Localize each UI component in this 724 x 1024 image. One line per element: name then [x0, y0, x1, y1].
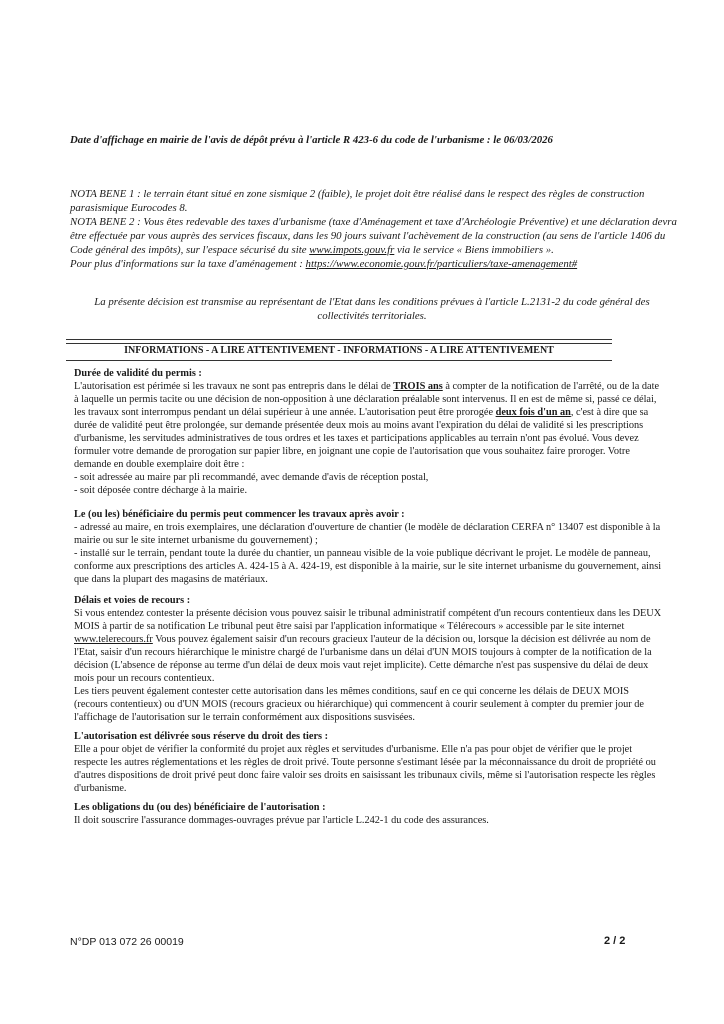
section-paragraph: - installé sur le terrain, pendant toute la durée du chantier, un panneau visible de la voie publique décrivant le projet. Le modèle de panneau, conforme aux prescriptions des articles A. 424-15 à A. 424-19, est disponible à la mairie, sur le site internet urbanisme du gouvernement, ainsi que dans la plupart des magasins de matériaux.	[74, 548, 662, 585]
taxe-info-prefix: Pour plus d'informations sur la taxe d'aménagement :	[70, 257, 306, 270]
nota-bene-block	[70, 188, 678, 271]
emphasis-trois-ans: TROIS ans	[393, 381, 443, 392]
section-title: Le (ou les) bénéficiaire du permis peut commencer les travaux après avoir :	[74, 509, 405, 520]
section-title: Durée de validité du permis :	[74, 368, 202, 379]
section-droit-tiers	[74, 730, 664, 795]
banner-rule	[66, 343, 612, 344]
telerecours-link[interactable]: www.telerecours.fr	[74, 634, 153, 645]
paragraph-text: Vous pouvez également saisir d'un recours gracieux l'auteur de la décision ou, lorsque la décision est délivrée au nom de l'Etat, saisir d'un recours hiérarchique le ministre chargé de l'urbanisme dans un délai d'UN MOIS toujours à compter de la notification de la décision (L'absence de réponse au terme d'un délai de deux mois vaut rejet implicite). Cette démarche n'est pas suspensive du délai de deux mois pour un recours contentieux.	[74, 634, 652, 684]
section-paragraph	[74, 607, 664, 685]
section-paragraph: Elle a pour objet de vérifier la conformité du projet aux règles et servitudes d'urbanisme. Elle n'a pas pour objet de vérifier que le projet respecte les autres réglementations et les règles de droit privé. Toute personne s'estimant lésée par la méconnaissance du droit de propriété ou d'autres dispositions de droit privé peut donc faire valoir ses droits en saisissant les tribunaux civils, même si l'autorisation respecte les règles d'urbanisme.	[74, 744, 656, 794]
impots-link[interactable]: www.impots.gouv.fr	[309, 243, 395, 256]
paragraph-text: Si vous entendez contester la présente décision vous pouvez saisir le tribunal administratif compétent d'un recours contentieux dans les DEUX MOIS à partir de sa notification Le tribunal peut être saisi par l'application informatique « Télérecours » accessible par le site internet	[74, 608, 662, 632]
section-title: L'autorisation est délivrée sous réserve du droit des tiers :	[74, 731, 329, 742]
section-paragraph: Les tiers peuvent également contester cette autorisation dans les mêmes conditions, sauf en ce qui concerne les délais de DEUX MOIS (recours contentieux) ou d'UN MOIS (recours gracieux ou hiérarchique) qui commencent à courir seulement à compter du premier jour de l'affichage de l'autorisation sur le terrain conformément aux dispositions susvisées.	[74, 686, 644, 723]
transmission-notice: La présente décision est transmise au représentant de l'Etat dans les conditions prévues à l'article L.2131-2 du code général des collectivités territoriales.	[94, 296, 650, 322]
nota-bene-2-suffix: via le service « Biens immobiliers ».	[394, 243, 554, 256]
paragraph-text: , c'est à dire que sa durée de validité peut être prolongée, sur demande présentée deux mois au moins avant l'expiration du délai de validité si les prescriptions d'urbanisme, les servitudes administratives de tous ordres et les taxes et participations applicables au terrain n'ont pas évolué. Vous devez formuler votre demande de prorogation sur papier libre, en joignant une copie de l'autorisation que vous souhaitez faire proroger. Votre demande en double exemplaire doit être :	[74, 407, 649, 470]
paragraph-text: à compter de la notification de l'arrêté, ou de la date à laquelle un permis tacite ou une décision de non-opposition à une déclaration préalable sont intervenus. Il en est de même si, passé ce délai, les travaux sont interrompus pendant un délai supérieur à une année. L'autorisation peut être prorogée	[74, 381, 660, 418]
nota-bene-2	[70, 216, 678, 258]
paragraph-text: L'autorisation est périmée si les travaux ne sont pas entrepris dans le délai de	[74, 381, 394, 392]
section-duree-validite	[74, 367, 664, 497]
information-banner	[66, 339, 612, 361]
taxe-info-line	[70, 258, 678, 272]
section-title: Délais et voies de recours :	[74, 595, 191, 606]
taxe-amenagement-link[interactable]: https://www.economie.gouv.fr/particuliers/taxe-amenagement#	[305, 257, 578, 270]
list-item: - soit adressée au maire par pli recommandé, avec demande d'avis de réception postal,	[74, 472, 429, 483]
section-title: Les obligations du (ou des) bénéficiaire de l'autorisation :	[74, 802, 326, 813]
affichage-date-line: Date d'affichage en mairie de l'avis de dépôt prévu à l'article R 423-6 du code de l'urbanisme : le 06/03/2026	[70, 134, 553, 146]
section-obligations	[74, 801, 664, 827]
page-number: 2 / 2	[604, 935, 626, 947]
section-recours	[74, 594, 664, 724]
dossier-reference: N°DP 013 072 26 00019	[70, 936, 184, 948]
section-paragraph	[74, 380, 664, 471]
section-paragraph: Il doit souscrire l'assurance dommages-ouvrages prévue par l'article L.242-1 du code des assurances.	[74, 815, 489, 826]
emphasis-deux-fois: deux fois d'un an	[495, 407, 571, 418]
nota-bene-1: NOTA BENE 1 : le terrain étant situé en zone sismique 2 (faible), le projet doit être réalisé dans le respect des règles de construction parasismique Eurocodes 8.	[70, 188, 645, 214]
list-item: - soit déposée contre décharge à la mairie.	[74, 485, 248, 496]
nota-bene-2-text: NOTA BENE 2 : Vous êtes redevable des taxes d'urbanisme (taxe d'Aménagement et taxe d'Archéologie Préventive) et une déclaration devra être effectuée par vous auprès des services fiscaux, dans les 90 jours suivant l'achèvement de la construction (au sens de l'article 1406 du Code général des impôts), sur l'espace sécurisé du site	[70, 215, 677, 256]
banner-text: INFORMATIONS - A LIRE ATTENTIVEMENT - INFORMATIONS - A LIRE ATTENTIVEMENT	[124, 345, 554, 356]
section-paragraph: - adressé au maire, en trois exemplaires, une déclaration d'ouverture de chantier (le modèle de déclaration CERFA n° 13407 est disponible à la mairie ou sur le site internet urbanisme du gouvernement) ;	[74, 522, 661, 546]
section-beneficiaire	[74, 508, 664, 586]
